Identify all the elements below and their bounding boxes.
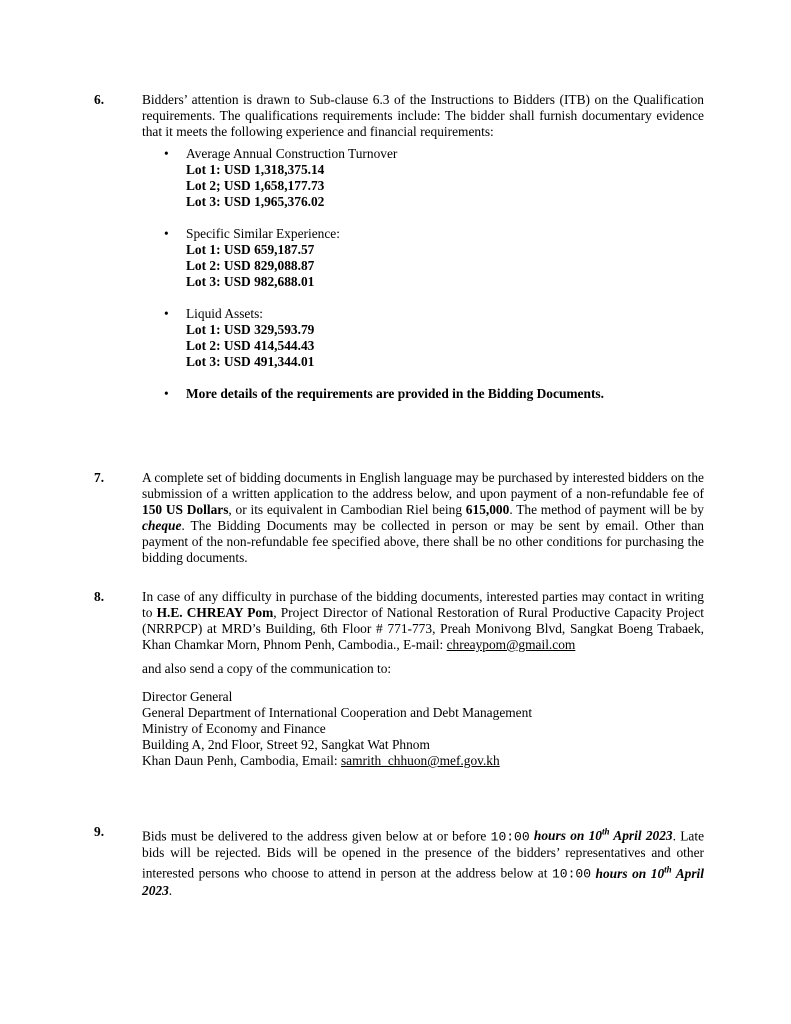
clause-7-text: A complete set of bidding documents in English language may be purchased by interested bidders on the submission of a written application to the address below, and upon payment of a non-refundable fee of 150 US Dollars, or its equivalent in Cambodian Riel being 615,000. The method of payment will be by cheque. The Bidding Documents may be collected in person or may be sent by email. Other than payment of the non-refundable fee specified above, there shall be no other conditions for purchasing the bidding documents. [142, 470, 704, 565]
time-value: 10:00 [551, 866, 591, 882]
lot-value: Lot 3: USD 491,344.01 [186, 354, 315, 369]
lot-value: Lot 3: USD 982,688.01 [186, 274, 315, 289]
bullet-icon: • [164, 226, 169, 241]
clause-9-text: Bids must be delivered to the address given below at or before 10:00 hours on 10th April 2023. Late bids will be rejected. Bids will be opened in the presence of the bidders’ representatives and other interested persons who choose to attend in person at the address below at 10:00 hours on 10th April 2023. [142, 827, 705, 898]
contact-name: H.E. CHREAY Pom [156, 605, 274, 620]
clause-6-intro: Bidders’ attention is drawn to Sub-clause 6.3 of the Instructions to Bidders (ITB) on the Qualification requirements. The qualifications requirements include: The bidder shall furnish documentary evidence that it meets the following experience and financial requirements: [142, 92, 704, 139]
bullet-icon: • [164, 386, 169, 401]
lot-value: Lot 1: USD 329,593.79 [186, 322, 315, 337]
time-value: 10:00 [490, 829, 530, 845]
bullet-icon: • [164, 146, 169, 161]
address-line: Ministry of Economy and Finance [142, 721, 326, 736]
lot-value: Lot 1: USD 1,318,375.14 [186, 162, 325, 177]
clause-7 [94, 470, 704, 566]
address-line: Building A, 2nd Floor, Street 92, Sangkat Wat Phnom [142, 737, 430, 752]
requirement-turnover [160, 146, 704, 210]
requirement-more-details [160, 386, 704, 402]
clause-number: 7. [94, 470, 105, 485]
requirement-label: Average Annual Construction Turnover [186, 146, 398, 161]
fee-amount: 150 US Dollars [142, 502, 229, 517]
address-line: General Department of International Cooperation and Debt Management [142, 705, 533, 720]
director-email-link[interactable]: samrith_chhuon@mef.gov.kh [340, 753, 500, 768]
clause-8 [94, 589, 704, 769]
requirement-experience [160, 226, 704, 290]
lot-value: Lot 3: USD 1,965,376.02 [186, 194, 325, 209]
clause-8-text: In case of any difficulty in purchase of the bidding documents, interested parties may contact in writing to H.E. CHREAY Pom, Project Director of National Restoration of Rural Productive Capacity Project (NRRPCP) at MRD’s Building, 6th Floor # 771-773, Preah Monivong Blvd, Sangkat Boeng Trabaek, Khan Chamkar Morn, Phnom Penh, Cambodia., E-mail: chreaypom@gmail.com [142, 589, 704, 652]
copy-line: and also send a copy of the communication to: [142, 661, 392, 676]
address-line: Khan Daun Penh, Cambodia, Email: samrith_chhuon@mef.gov.kh [142, 753, 500, 768]
lot-value: Lot 2: USD 414,544.43 [186, 338, 315, 353]
requirement-label: Liquid Assets: [186, 306, 264, 321]
requirement-label: Specific Similar Experience: [186, 226, 340, 241]
clause-number: 8. [94, 589, 105, 604]
riel-amount: 615,000 [465, 502, 510, 517]
clause-number: 9. [94, 824, 105, 839]
bullet-icon: • [164, 306, 169, 321]
clause-9 [94, 824, 704, 899]
lot-value: Lot 1: USD 659,187.57 [186, 242, 315, 257]
lot-value: Lot 2: USD 829,088.87 [186, 258, 315, 273]
requirement-liquid-assets [160, 306, 704, 370]
payment-method: cheque [142, 518, 182, 533]
contact-email-link[interactable]: chreaypom@gmail.com [446, 637, 576, 652]
more-details-note: More details of the requirements are provided in the Bidding Documents. [186, 386, 604, 401]
clause-number: 6. [94, 92, 105, 107]
lot-value: Lot 2; USD 1,658,177.73 [186, 178, 325, 193]
requirements-list [142, 146, 704, 402]
director-title: Director General [142, 689, 233, 704]
clause-6 [94, 92, 704, 402]
